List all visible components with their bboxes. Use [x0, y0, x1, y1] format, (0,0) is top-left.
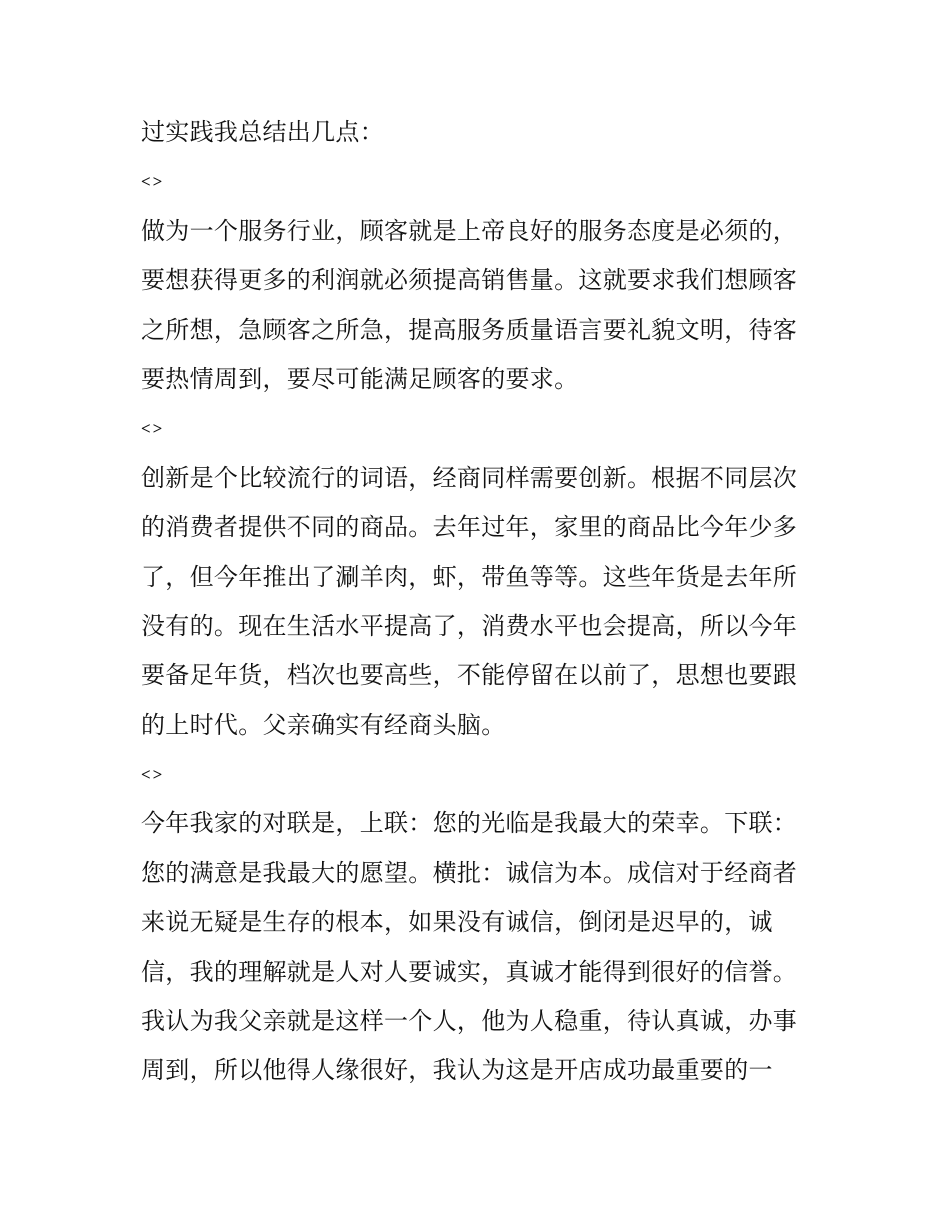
text-line: 来说无疑是生存的根本，如果没有诚信，倒闭是迟早的，诚 — [141, 908, 773, 937]
text-line: 周到，所以他得人缘很好，我认为这是开店成功最重要的一 — [141, 1056, 773, 1085]
text-line: 信，我的理解就是人对人要诚实，真诚才能得到很好的信誉。 — [141, 957, 798, 986]
text-line: 要想获得更多的利润就必须提高销售量。这就要求我们想顾客 — [141, 266, 798, 295]
text-line: 过实践我总结出几点： — [141, 118, 384, 146]
text-line: 要备足年货，档次也要高些，不能停留在以前了，思想也要跟 — [141, 661, 798, 690]
text-line: 创新是个比较流行的词语，经商同样需要创新。根据不同层次 — [141, 463, 798, 492]
text-line: 做为一个服务行业，顾客就是上帝良好的服务态度是必须的， — [141, 216, 798, 245]
text-line: 之所想，急顾客之所急，提高服务质量语言要礼貌文明，待客 — [141, 315, 798, 344]
section-marker: <> — [141, 765, 165, 785]
text-line: 我认为我父亲就是这样一个人，他为人稳重，待认真诚，办事 — [141, 1007, 798, 1036]
text-line: 您的满意是我最大的愿望。横批：诚信为本。成信对于经商者 — [141, 858, 798, 887]
text-line: 要热情周到，要尽可能满足顾客的要求。 — [141, 364, 579, 393]
text-line: 的消费者提供不同的商品。去年过年，家里的商品比今年少多 — [141, 513, 798, 542]
document-body — [141, 108, 821, 1096]
section-marker: <> — [141, 419, 165, 439]
section-marker: <> — [141, 172, 165, 192]
text-line: 的上时代。父亲确实有经商头脑。 — [141, 710, 506, 739]
text-line: 了，但今年推出了涮羊肉，虾，带鱼等等。这些年货是去年所 — [141, 562, 798, 591]
text-line: 今年我家的对联是，上联：您的光临是我最大的荣幸。下联： — [141, 809, 798, 838]
text-line: 没有的。现在生活水平提高了，消费水平也会提高，所以今年 — [141, 611, 798, 640]
